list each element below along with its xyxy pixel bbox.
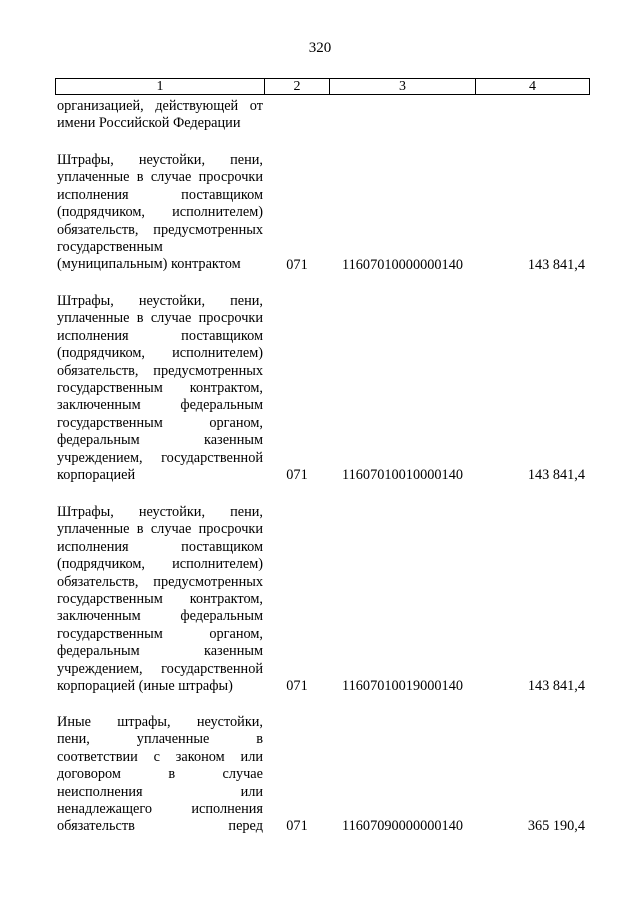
description-line: организацией, действующей от [57, 98, 263, 114]
description-line: обязательств, предусмотренных [57, 221, 263, 238]
description-line: пени, уплаченные в [57, 731, 263, 748]
table-row-description [57, 714, 263, 836]
table-header [55, 78, 590, 95]
table-row-description [57, 504, 263, 695]
admin-code: 071 [286, 257, 308, 273]
description-line: государственным контрактом, [57, 591, 263, 608]
description-line: учреждением, государственной [57, 660, 263, 677]
admin-code: 071 [286, 818, 308, 834]
description-line: корпорацией (иные штрафы) [57, 678, 233, 695]
description-line: имени Российской Федерации [57, 115, 241, 132]
table-row-description [57, 293, 263, 484]
description-line: (подрядчиком, исполнителем) [57, 556, 263, 573]
amount: 143 841,4 [527, 678, 585, 694]
description-line: обязательств, предусмотренных [57, 573, 263, 590]
table-row-description [57, 152, 263, 274]
column-header-1: 1 [56, 79, 265, 95]
description-line: Штрафы, неустойки, пени, [57, 293, 263, 309]
description-line: федеральным казенным [57, 643, 263, 660]
description-line: исполнения поставщиком [57, 327, 263, 344]
description-line: (подрядчиком, исполнителем) [57, 345, 263, 362]
description-line: обязательств, предусмотренных [57, 362, 263, 379]
description-line: соответствии с законом или [57, 748, 263, 765]
budget-classification-code: 11607010010000140 [342, 467, 463, 483]
budget-classification-code: 11607010019000140 [342, 678, 463, 694]
table-row-description [57, 98, 263, 133]
amount: 143 841,4 [527, 257, 585, 273]
description-line: заключенным федеральным [57, 397, 263, 414]
column-header-3: 3 [330, 79, 476, 95]
description-line: заключенным федеральным [57, 608, 263, 625]
description-line: (подрядчиком, исполнителем) [57, 204, 263, 221]
column-header-4: 4 [476, 79, 590, 95]
amount: 365 190,4 [527, 818, 585, 834]
description-line: Иные штрафы, неустойки, [57, 714, 263, 730]
description-line: уплаченные в случае просрочки [57, 169, 263, 186]
description-line: неисполнения или [57, 783, 263, 800]
description-line: государственным органом, [57, 414, 263, 431]
amount: 143 841,4 [527, 467, 585, 483]
description-line: исполнения поставщиком [57, 538, 263, 555]
admin-code: 071 [286, 678, 308, 694]
description-line: ненадлежащего исполнения [57, 801, 263, 818]
description-line: государственным контрактом, [57, 380, 263, 397]
description-line: корпорацией [57, 467, 136, 484]
budget-classification-code: 11607090000000140 [342, 818, 463, 834]
description-line: Штрафы, неустойки, пени, [57, 152, 263, 168]
description-line: обязательств перед [57, 818, 263, 835]
description-line: государственным органом, [57, 625, 263, 642]
description-line: уплаченные в случае просрочки [57, 310, 263, 327]
column-header-2: 2 [265, 79, 330, 95]
page-number: 320 [308, 40, 332, 56]
description-line: Штрафы, неустойки, пени, [57, 504, 263, 520]
description-line: государственным [57, 239, 163, 256]
description-line: (муниципальным) контрактом [57, 256, 241, 273]
description-line: учреждением, государственной [57, 449, 263, 466]
description-line: договором в случае [57, 766, 263, 783]
description-line: уплаченные в случае просрочки [57, 521, 263, 538]
admin-code: 071 [286, 467, 308, 483]
budget-classification-code: 11607010000000140 [342, 257, 463, 273]
description-line: федеральным казенным [57, 432, 263, 449]
description-line: исполнения поставщиком [57, 186, 263, 203]
